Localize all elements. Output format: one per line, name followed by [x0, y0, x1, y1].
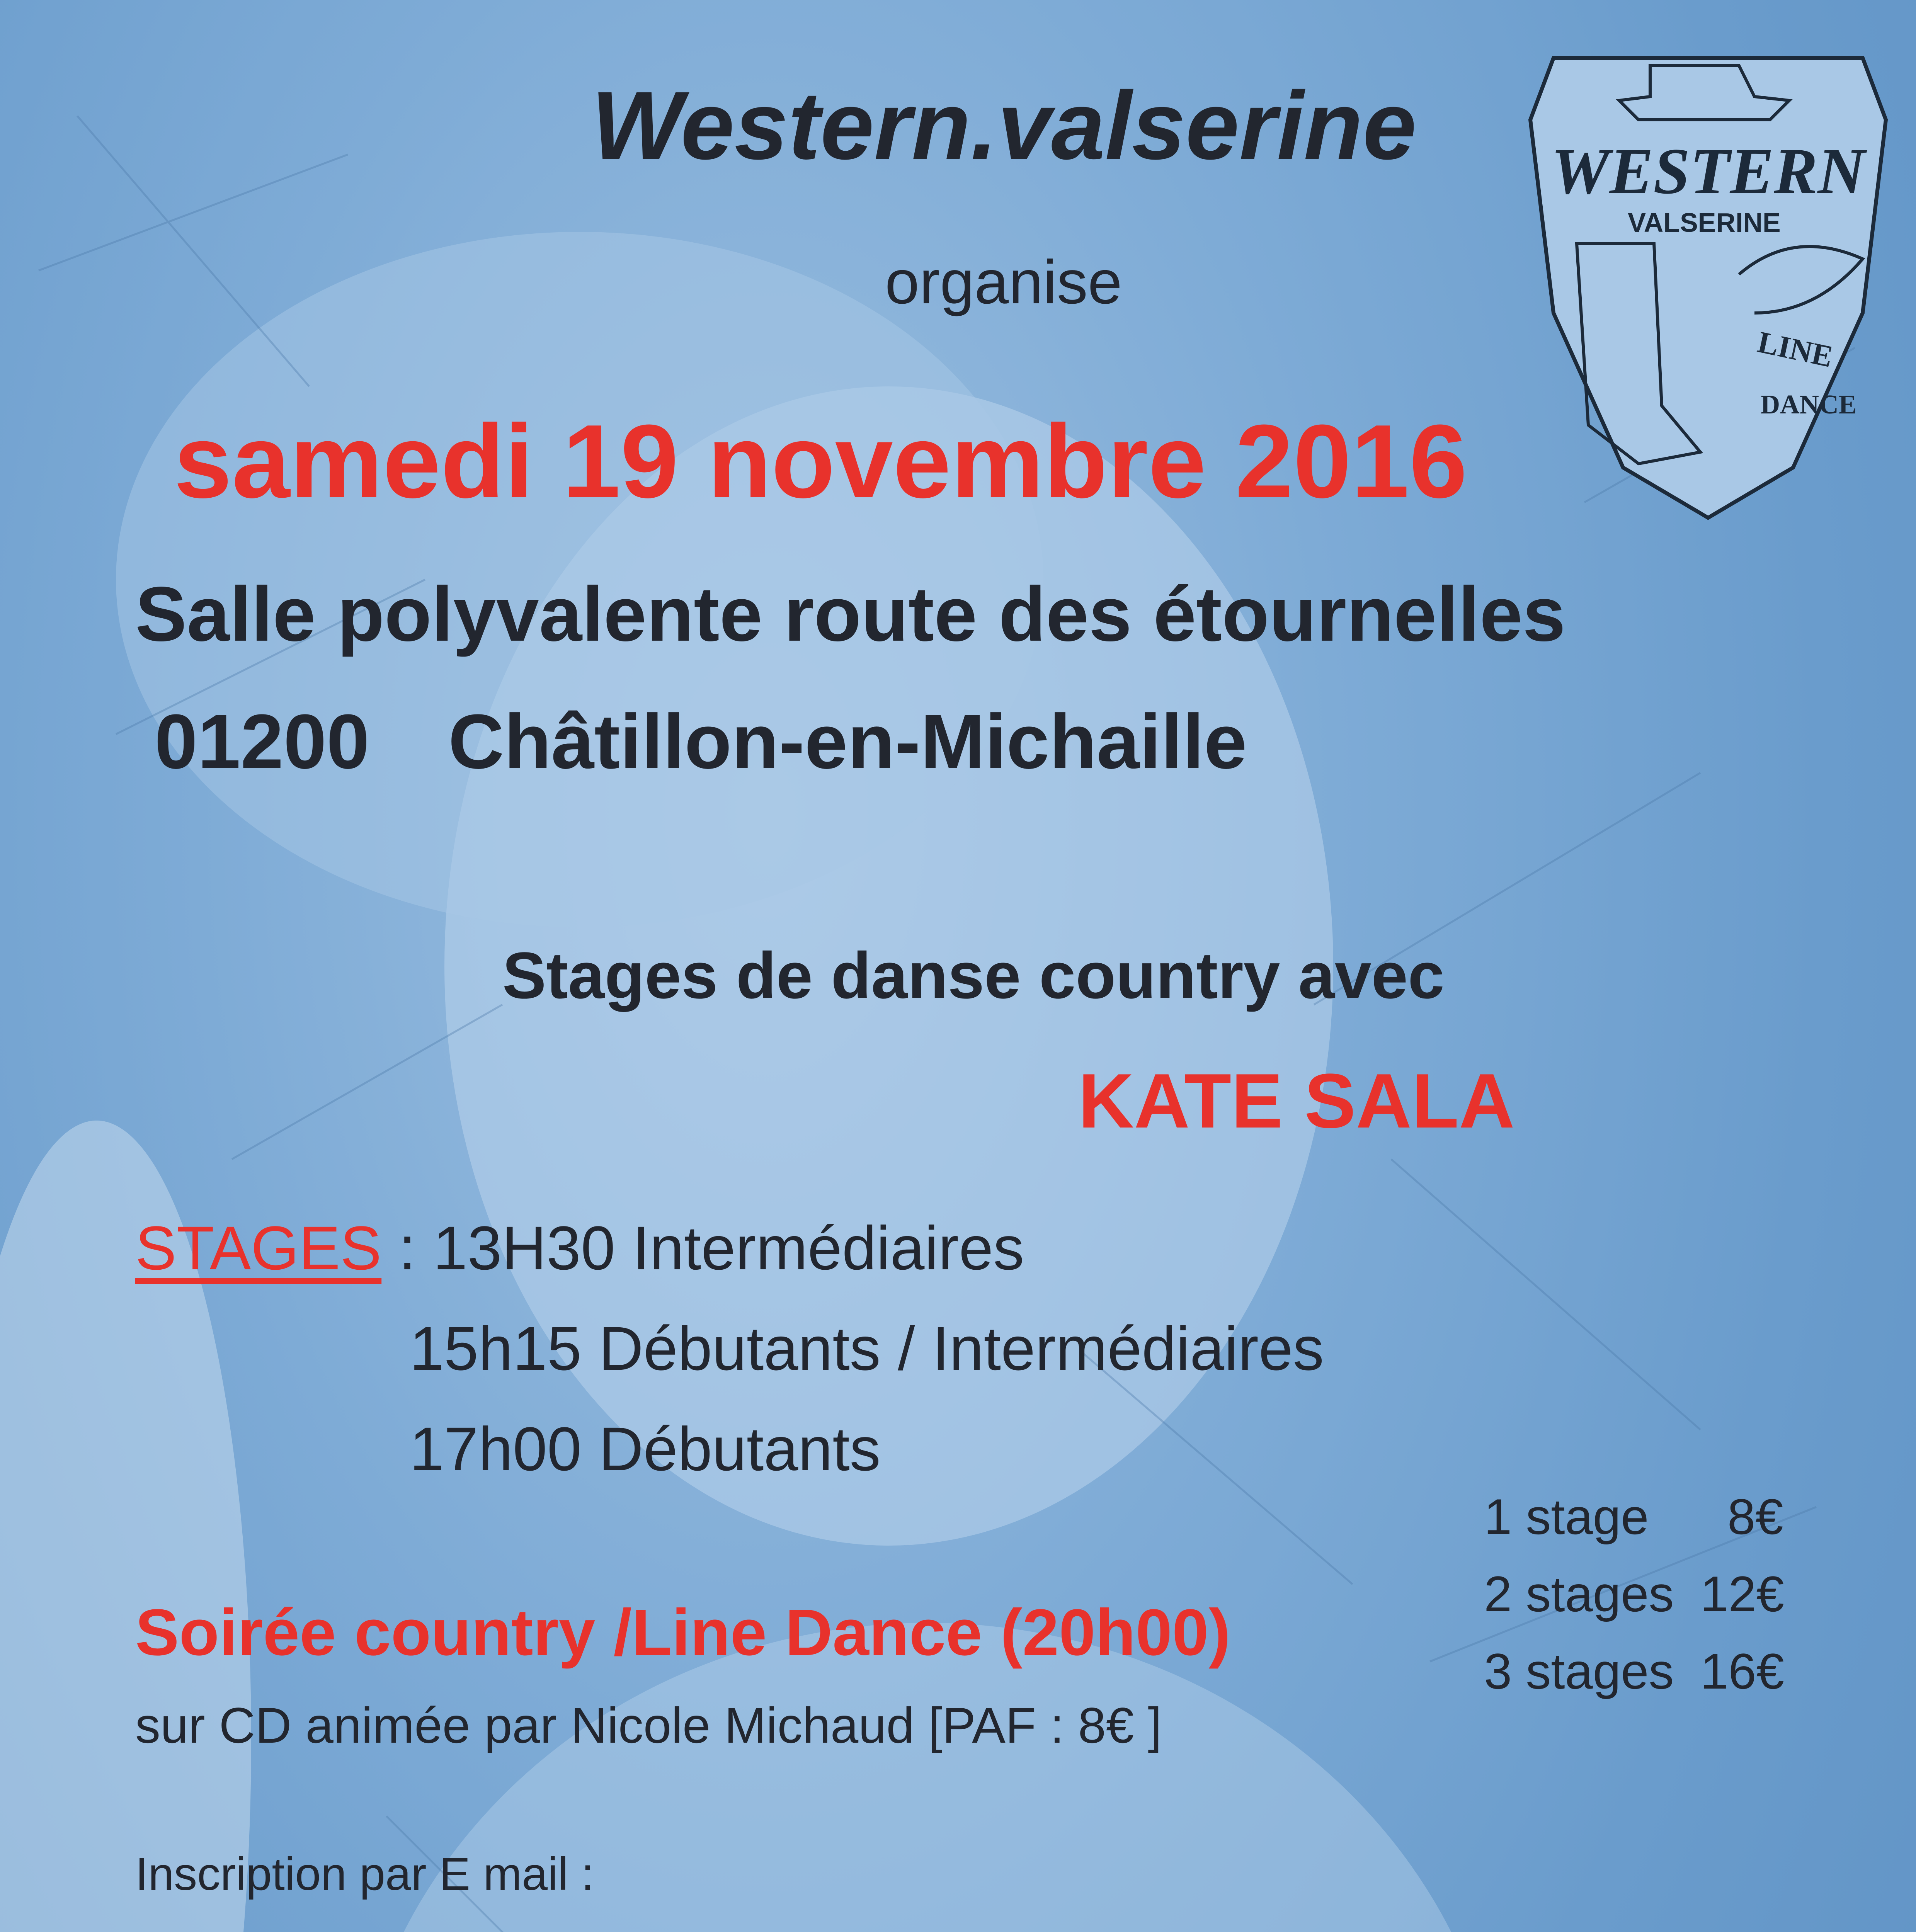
western-valserine-logo — [1523, 43, 1894, 526]
registration-label: Inscription par E mail : — [135, 1848, 594, 1900]
price-label: 1 stage — [1484, 1488, 1649, 1545]
evening-title: Soirée country /Line Dance (20h00) — [135, 1596, 1231, 1669]
svg-text:VALSERINE: VALSERINE — [1628, 207, 1781, 238]
event-date: samedi 19 novembre 2016 — [174, 403, 1467, 520]
price-value: 16€ — [1700, 1643, 1784, 1699]
venue-postal-code: 01200 — [155, 699, 370, 785]
svg-text:LINE: LINE — [1754, 325, 1836, 374]
session-1: 13H30 Intermédiaires — [433, 1213, 1024, 1282]
price-label: 2 stages — [1484, 1566, 1674, 1622]
stages-separator: : — [381, 1213, 433, 1282]
workshop-intro: Stages de danse country avec — [502, 939, 1445, 1012]
venue-city: Châtillon-en-Michaille — [448, 699, 1247, 785]
organizer-title: Western.valserine — [591, 71, 1417, 179]
price-value: 8€ — [1727, 1488, 1783, 1545]
teacher-name: KATE SALA — [1078, 1058, 1515, 1144]
organise-text: organise — [885, 247, 1122, 316]
price-label: 3 stages — [1484, 1643, 1674, 1699]
stages-label: STAGES — [135, 1213, 382, 1282]
evening-detail: sur CD animée par Nicole Michaud [PAF : 8€ ] — [135, 1697, 1162, 1753]
svg-text:DANCE: DANCE — [1760, 390, 1857, 420]
price-value: 12€ — [1700, 1566, 1784, 1622]
stages-heading — [135, 1213, 1024, 1282]
session-3: 17h00 Débutants — [410, 1414, 881, 1483]
venue-name: Salle polyvalente route des étournelles — [135, 571, 1566, 657]
svg-text:WESTERN: WESTERN — [1551, 135, 1865, 207]
badge-icon — [1523, 43, 1894, 526]
session-2: 15h15 Débutants / Intermédiaires — [410, 1314, 1324, 1383]
